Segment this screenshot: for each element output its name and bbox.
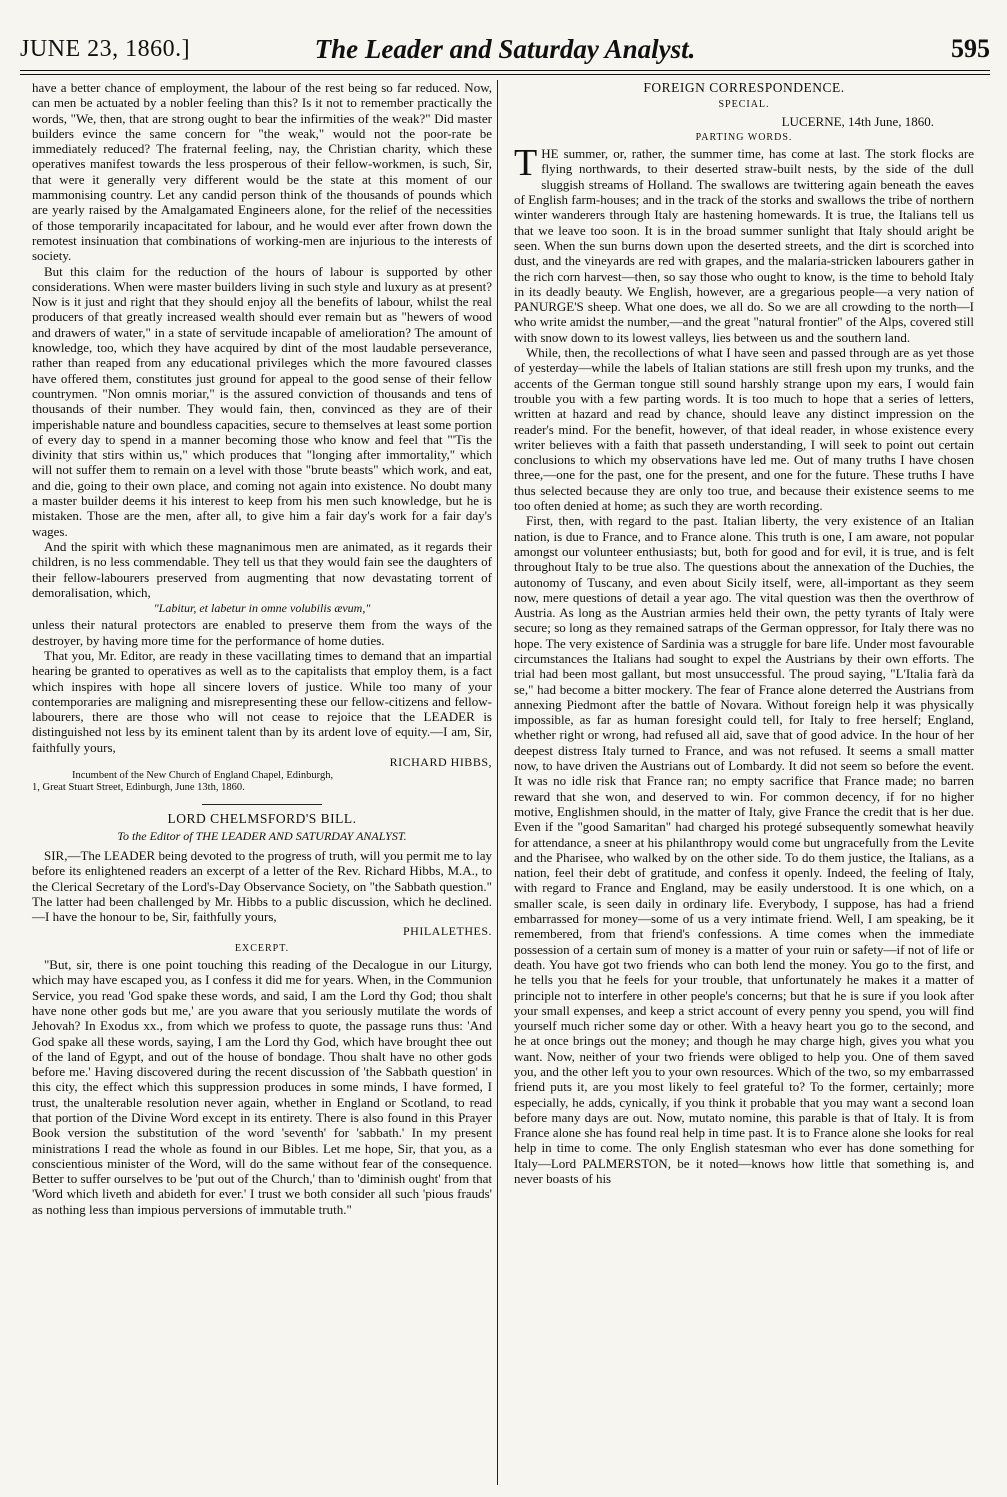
paragraph-text: HE summer, or, rather, the summer time, has come at last. The stork flocks are flying northwards, to their deserted straw-built nests, by the side of the dull sluggish streams of Holland. The swallows are twittering again beneath the eaves of English farm-houses; and in the track of the storks and swallows the tribe of northern winter wanderers through Italy are hastening homewards. It is true, the Italians tell us that we leave too soon. It is in the broad summer sunlight that Italy should aright be seen. When the sun burns down upon the deserted streets, and the dirt is scorched into dust, and the vineyards are red with grapes, and the malaria-stricken labourers gather in the rich corn harvest—then, so say those who ought to know, is the time to behold Italy in its deadly beauty. We English, however, are a gregarious people—a very nation of PANURGE'S sheep. What one does, we all do. So we are all crowding to the north—I who write amidst the number,—and the great "natural frontier" of the Alps, covered still with snow down to its lowest valleys, lies between us and the southern land. [514,146,974,345]
header-rule [20,70,990,71]
paragraph: And the spirit with which these magnanimous men are animated, as it regards their children, is no less commendable. They tell us that they would fain see the daughters of their fellow-labourers preserved from augmenting that now devastating torrent of demoralisation, which, [32,538,492,600]
right-column [514,80,974,1186]
paragraph: But this claim for the reduction of the hours of labour is supported by other considerations. When were master builders living in such style and luxury as at present? Now is it just and right that they should enjoy all the benefits of labour, whilst the real producers of that greatly increased wealth should ever remain but as "hewers of wood and drawers of water," in a state of servitude incapable of amelioration? The amount of knowledge, too, which they have acquired by dint of the most laudable perseverance, rather than reaped from any educational privileges which the more favoured classes have offered them, constitutes just ground for appeal to the good sense of their fellow countrymen. "Non omnis moriar," is the assured conviction of thousands and tens of thousands of their number. They would fain, then, convinced as they are of their imperishable nature and boundless capacities, secure to themselves at least some portion of every day to spend in a manner becoming those who know and feel that "'Tis the divinity that stirs within us," which produces that "longing after immortality," which will not suffer them to remain on a level with those "brute beasts" which work, and eat, and die, going to their own place, and coming not again into existence. No doubt many a master builder deems it his interest to keep from his men such knowledge, but he is mistaken. Those are the men, after all, to give him a fair day's work for a fair day's wages. [32,263,492,539]
signature-address: 1, Great Stuart Street, Edinburgh, June 13th, 1860. [32,782,245,794]
paragraph: unless their natural protectors are enabled to preserve them from the ways of the destroyer, by having more time for the performance of home duties. [32,617,492,648]
drop-cap: T [514,142,538,185]
paragraph [514,142,974,345]
section-heading: FOREIGN CORRESPONDENCE. [643,80,845,95]
page-number: 595 [951,34,990,63]
subheading: PARTING WORDS. [695,131,793,143]
issue-date: JUNE 23, 1860.] [20,36,191,62]
signature: RICHARD HIBBS, [389,755,492,770]
publication-title: The Leader and Saturday Analyst. [314,34,696,64]
masthead [20,30,990,70]
excerpt-label: EXCERPT. [234,942,290,954]
paragraph: "But, sir, there is one point touching this reading of the Decalogue in our Liturgy, which may have escaped you, as I confess it did me for years. When, in the Communion Service, you read 'God spake these words, and said, I am the Lord thy God; thou shalt have none other gods but me,' are you aware that you seriously mutilate the words of Jehovah? In Exodus xx., from which we profess to quote, the passage runs thus: 'And God spake all these words, saying, I am the Lord thy God, which have brought thee out of the land of Egypt, and out of the house of bondage. Thou shalt have no other gods before me.' Having discovered during the recent discussion of 'the Sabbath question' in this city, the effect which this suppression produces in some minds, I have formed, I trust, the unalterable resolution never again, whether in England or Scotland, to read that portion of the Divine Word except in its entirety. There is also found in this Prayer Book version the substitution of the word 'seventh' for 'sabbath.' In my present ministrations I read the whole as found in our Bibles. Let me hope, Sir, that you, as a conscientious minister of the Word, will do the same without fear of the consequence. Better to suffer ourselves to be 'put out of the Church,' than to 'diminish ought' from that 'Word which liveth and abideth for ever.' I trust we both consider all such 'pious frauds' as nothing less than impious perversions of immutable truth." [32,957,492,1217]
to-editor-line: To the Editor of THE LEADER AND SATURDAY ANALYST. [117,828,407,843]
paragraph: While, then, the recollections of what I have seen and passed through are as yet those of yesterday—while the labels of Italian stations are still fresh upon my trunks, and the accents of the German tongue still sound harshly strange upon my ears, I would fain trouble you with a few parting words. It is too much to hope that a series of letters, written at hazard and read by chance, should leave any distinct impression on the reader's mind. For the benefit, however, of that ideal reader, in whose existence every writer believes with a faith that passeth understanding, I will seek to point out certain conclusions to which my observations have led me. Out of many truths I have chosen three,—one for the past, one for the present, and one for the future. These truths I have thus selected because they are only too true, and because their existence seems to me too often denied at home; as such they are worth recording. [514,345,974,514]
section-heading: LORD CHELMSFORD'S BILL. [167,811,357,827]
column-divider [497,80,498,1485]
paragraph: have a better chance of employment, the labour of the rest being so far reduced. Now, can men be actuated by a nobler feeling than this? Is it not to remember practically the words, "We, then, that are strong ought to bear the infirmities of the weak?" Did master builders evince the same concern for "the weak," would not the poor-rate be immediately reduced? The fraternal feeling, nay, the Christian charity, which these operatives manifest towards the less prosperous of their fellow-workmen, is such, Sir, that were it generally very different would be the state at this moment of our mammonising country. Let any candid person think of the thousands of pounds which are yearly raised by the Amalgamated Engineers alone, for the relief of the necessities of those temporarily incapacitated for labour, and he would ever after frown down the remotest insinuation that combinations of working-men are injurious to the interests of society. [32,80,492,264]
signature-note: Incumbent of the New Church of England Chapel, Edinburgh, [72,770,334,782]
latin-quote: "Labitur, et labetur in omne volubilis ævum," [153,601,371,616]
paragraph: First, then, with regard to the past. Italian liberty, the very existence of an Italian nation, is due to France, and to France alone. This truth is one, I am aware, not popular amongst our volunteer enthusiasts; but, both for good and for evil, it is true, and is felt throughout Italy to be true also. The questions about the annexation of the Duchies, the autonomy of Tuscany, and even about Sicily itself, were, all-important as they seem now, mere questions of detail a year ago. The vital question was then the overthrow of Austria. As long as the Austrian armies held their own, the petty tyrants of Italy were secure; so long as they remained satraps of the German oppressor, for Italy there was no hope. The very existence of Sardinia was a struggle for bare life. Under most favourable circumstances the Italians had sought to expel the Austrians by their own efforts. The trial had been most gallant, but most unsuccessful. The proud saying, "L'Italia farà da se," had become a bitter mockery. The fear of France alone deterred the Austrians from annexing Piedmont after the battle of Novara. Without foreign help it was physically impossible, as far as human foresight could tell, for Italy to free herself; England, whether right or wrong, had refused all aid, save that of good advice. In the hour of her deepest distress Italy turned to France, and was not refused. It seems a small matter now, to have driven the Austrians out of Lombardy. It did not seem so before the event. It was no idle risk that France ran; no empty sacrifice that France made; no barren reward that she won, and deserved to win. For common decency, if for no higher motive, Englishmen should, in the matter of Italy, give France the credit that is her due. Even if the "good Samaritan" had charged his protegé subsequently somewhat heavily for attendance, a sneer at his philanthropy would come but ungracefully from the Levite and the Pharisee, who walked by on the other side. To do them justice, the Italians, as a nation, feel their debt of gratitude, and confess it openly. Indeed, the feeling of Italy, with regard to France and England, may be easily understood. It is one which, on a smaller scale, is seen daily in ordinary life. Everybody, I suppose, has had a friend embarrassed for money—some of us a very intimate friend. Well, I am speaking, be it remembered, from that friend's confessions. A time comes when the immediate possession of a certain sum of money is a matter of your ruin or safety—if not of life or death. You have got two friends who can both lend the money. You go to the first, and he tells you that he feels for your trouble, that unfortunately he makes it a matter of principle not to interfere in other people's concerns; but that he is sure if you look after your small expenses, and keep a strict account of every penny you spend, you will find yourself much richer some day or other. With a heavy heart you go to the second, and he at once brings out the money; and though he may charge high, gives you what you want. Now, neither of your two friends were obliged to help you. One of them saved you, and the other left you to your own resources. Which of the two, so my embarrassed friend puts it, are you most likely to feel grateful to? To the former, certainly; more especially, he adds, cynically, if you think it probable that you may want a second loan before many days are out. Now, mutato nomine, this parable is that of Italy. It is from France alone she has found real help in time past. It is to France alone she looks for real help in time to come. The only English statesman who ever has done something for Italy—Lord PALMERSTON, be it noted—knows how little that something is, and never boasts of his [514,513,974,1187]
signature: PHILALETHES. [403,924,492,939]
special-label: SPECIAL. [718,99,770,111]
paragraph: SIR,—The LEADER being devoted to the progress of truth, will you permit me to lay before its enlightened readers an excerpt of a letter of the Rev. Richard Hibbs, M.A., to the Clerical Secretary of the Lord's-Day Observance Society, on "the Sabbath question." The latter had been challenged by Mr. Hibbs to a public discussion, which he declined.—I have the honour to be, Sir, faithfully yours, [32,847,492,925]
section-separator [202,804,322,805]
left-column [32,80,492,1217]
header-rule-thin [20,74,990,75]
dateline: LUCERNE, 14th June, 1860. [781,113,934,129]
paragraph: That you, Mr. Editor, are ready in these vacillating times to demand that an impartial hearing be granted to operatives as well as to the capitalists that employ them, is a fact which inspires with hope all sincere lovers of justice. While too many of your contemporaries are maligning and misrepresenting these our fellow-citizens and fellow-labourers, there are those who will not cease to rejoice that the LEADER is distinguished not less by its eminent talent than by its ardent love of equity.—I am, Sir, faithfully yours, [32,647,492,755]
